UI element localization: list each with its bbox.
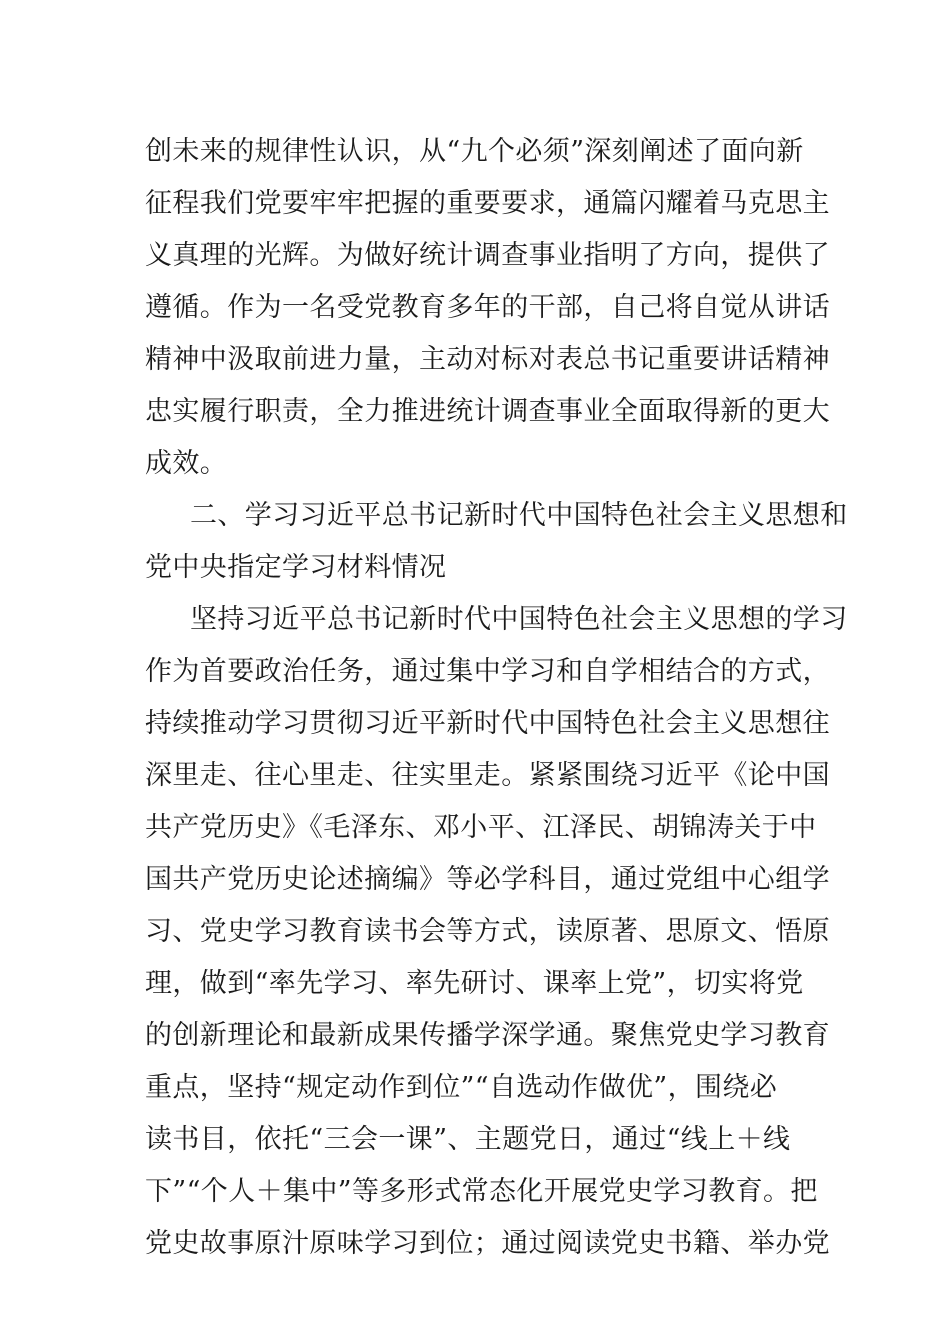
text-line-16: 习、党史学习教育读书会等方式，读原著、思原文、悟原 xyxy=(145,916,830,947)
text-line-17: 理，做到“率先学习、率先研讨、课率上党”，切实将党 xyxy=(145,968,804,999)
text-line-21: 下”“个人＋集中”等多形式常态化开展党史学习教育。把 xyxy=(145,1176,818,1207)
text-line-14: 共产党历史》《毛泽东、邓小平、江泽民、胡锦涛关于中 xyxy=(145,812,817,843)
text-line-5: 精神中汲取前进力量，主动对标对表总书记重要讲话精神 xyxy=(145,344,830,375)
text-line-13: 深里走、往心里走、往实里走。紧紧围绕习近平《论中国 xyxy=(145,760,830,791)
text-line-12: 持续推动学习贯彻习近平新时代中国特色社会主义思想往 xyxy=(145,708,830,739)
text-line-18: 的创新理论和最新成果传播学深学通。聚焦党史学习教育 xyxy=(145,1020,830,1051)
text-line-22: 党史故事原汁原味学习到位；通过阅读党史书籍、举办党 xyxy=(145,1228,830,1259)
text-line-1: 创未来的规律性认识，从“九个必须”深刻阐述了面向新 xyxy=(145,136,804,167)
text-line-15: 国共产党历史论述摘编》等必学科目，通过党组中心组学 xyxy=(145,864,830,895)
text-line-11: 作为首要政治任务，通过集中学习和自学相结合的方式， xyxy=(145,656,830,687)
text-line-2: 征程我们党要牢牢把握的重要要求，通篇闪耀着马克思主 xyxy=(145,188,830,219)
text-line-6: 忠实履行职责，全力推进统计调查事业全面取得新的更大 xyxy=(145,396,830,427)
text-line-20: 读书目，依托“三会一课”、主题党日，通过“线上＋线 xyxy=(145,1124,791,1155)
section-heading-line-1: 二、学习习近平总书记新时代中国特色社会主义思想和 xyxy=(190,500,848,531)
text-line-19: 重点，坚持“规定动作到位”“自选动作做优”，围绕必 xyxy=(145,1072,778,1103)
text-line-3: 义真理的光辉。为做好统计调查事业指明了方向，提供了 xyxy=(145,240,830,271)
text-line-7: 成效。 xyxy=(145,448,228,479)
text-line-4: 遵循。作为一名受党教育多年的干部，自己将自觉从讲话 xyxy=(145,292,830,323)
section-heading-line-2: 党中央指定学习材料情况 xyxy=(145,552,447,583)
text-line-10: 坚持习近平总书记新时代中国特色社会主义思想的学习 xyxy=(190,604,848,635)
